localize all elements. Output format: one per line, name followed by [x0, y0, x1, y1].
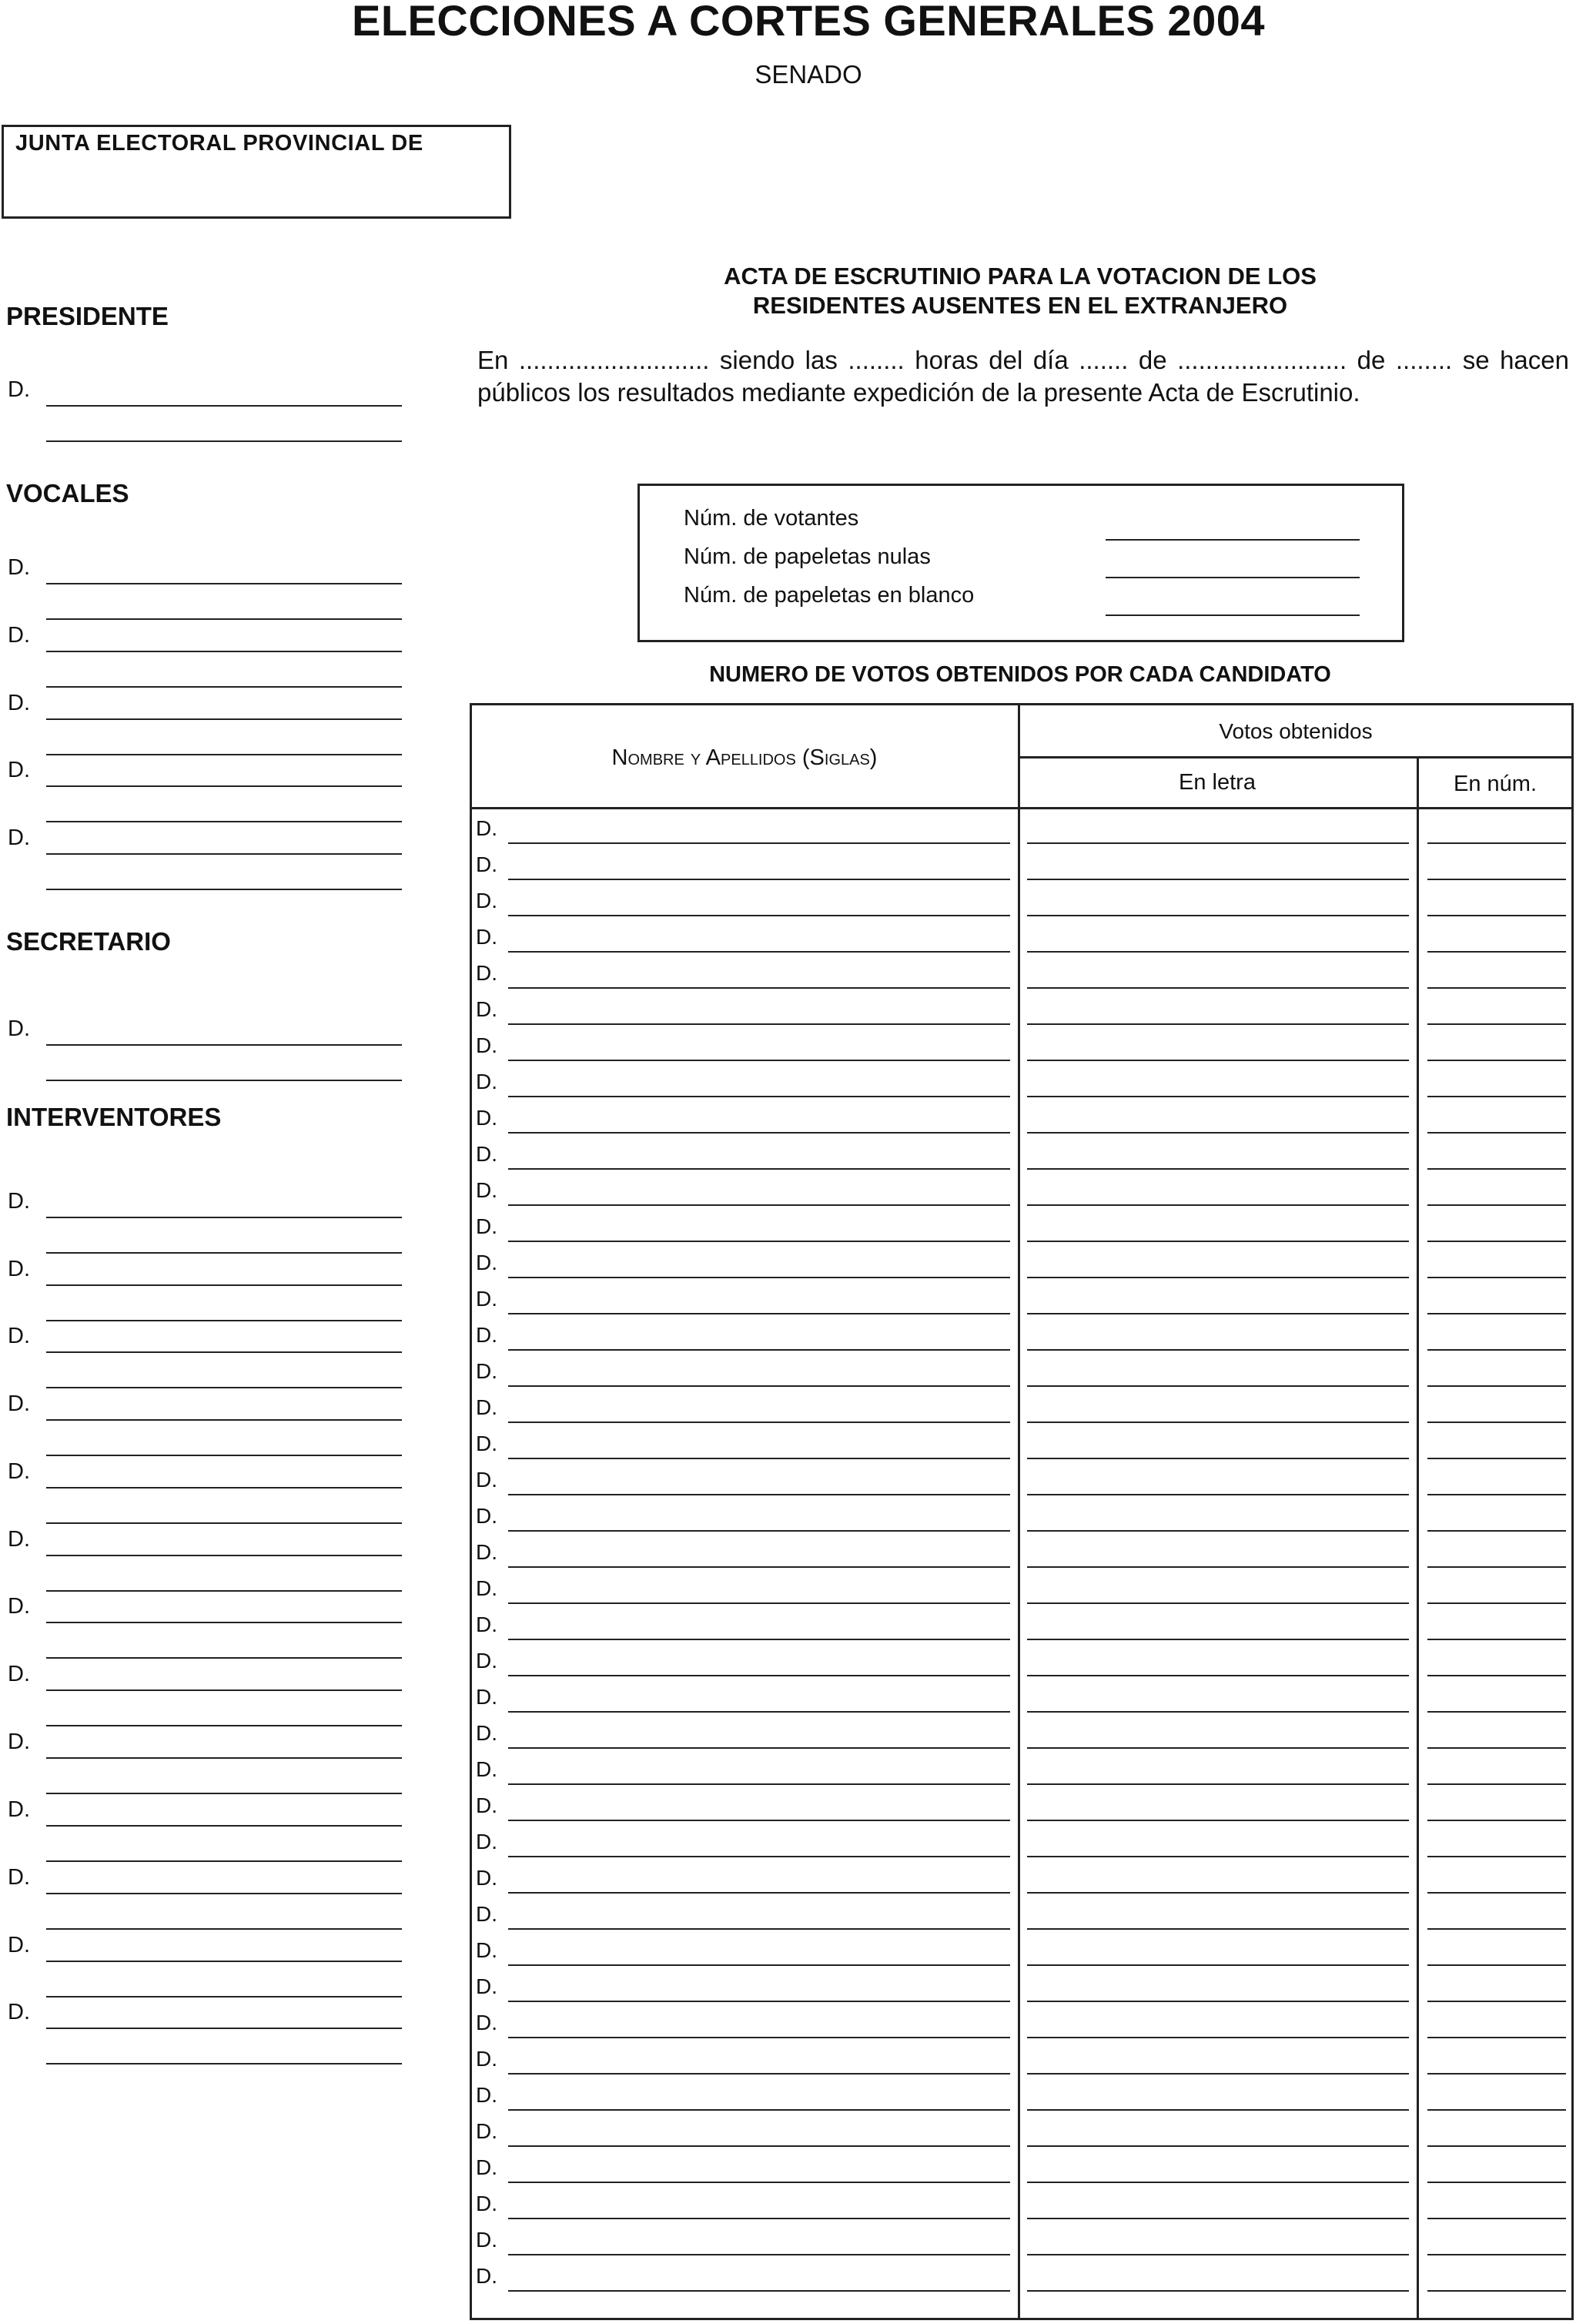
candidate-row-prefix: D.: [476, 1649, 497, 1673]
candidate-row-prefix: D.: [476, 1540, 497, 1564]
candidate-name-field[interactable]: [508, 1494, 1010, 1495]
signatory-prefix: D.: [8, 555, 30, 580]
votes-number-field[interactable]: [1427, 987, 1566, 989]
signatory-name-field[interactable]: [46, 1757, 402, 1759]
votes-number-field[interactable]: [1427, 1783, 1566, 1785]
candidate-row-prefix: D.: [476, 1938, 497, 1962]
votes-letter-field[interactable]: [1027, 2001, 1409, 2002]
votes-letter-field[interactable]: [1027, 1747, 1409, 1749]
candidate-row-prefix: D.: [476, 1757, 497, 1781]
candidate-name-field[interactable]: [508, 2037, 1010, 2038]
candidate-name-field[interactable]: [508, 2254, 1010, 2255]
candidates-table: [470, 703, 1574, 2320]
votes-letter-field[interactable]: [1027, 1892, 1409, 1894]
votes-letter-field[interactable]: [1027, 1349, 1409, 1351]
candidate-row-prefix: D.: [476, 2083, 497, 2107]
votes-number-field[interactable]: [1427, 1023, 1566, 1025]
candidate-row-prefix: D.: [476, 1866, 497, 1890]
candidate-name-field[interactable]: [508, 2145, 1010, 2147]
candidate-row-prefix: D.: [476, 2155, 497, 2179]
table-divider-votes: [1417, 756, 1419, 2320]
signatory-name-field[interactable]: [46, 583, 402, 584]
candidate-row-prefix: D.: [476, 1106, 497, 1130]
votes-letter-field[interactable]: [1027, 1964, 1409, 1966]
col-letter-header: En letra: [1179, 770, 1256, 795]
candidate-row-prefix: D.: [476, 816, 497, 840]
candidate-row-prefix: D.: [476, 1902, 497, 1926]
candidate-row-prefix: D.: [476, 1251, 497, 1274]
signatory-name-field-2[interactable]: [46, 2063, 402, 2064]
candidate-name-field[interactable]: [508, 1964, 1010, 1966]
signatory-name-field-2[interactable]: [46, 1996, 402, 1998]
votes-number-field[interactable]: [1427, 1060, 1566, 1061]
candidate-row-prefix: D.: [476, 1070, 497, 1093]
candidate-row-prefix: D.: [476, 997, 497, 1021]
candidate-name-field[interactable]: [508, 1820, 1010, 1821]
candidate-row-prefix: D.: [476, 2119, 497, 2143]
signatory-name-field-2[interactable]: [46, 1657, 402, 1659]
votes-letter-field[interactable]: [1027, 842, 1409, 844]
votes-number-field[interactable]: [1427, 2109, 1566, 2111]
signatory-name-field-2[interactable]: [46, 889, 402, 890]
signatory-name-field-2[interactable]: [46, 1725, 402, 1726]
votes-letter-field[interactable]: [1027, 2290, 1409, 2292]
candidate-name-field[interactable]: [508, 879, 1010, 880]
votes-number-field[interactable]: [1427, 2145, 1566, 2147]
votes-number-field[interactable]: [1427, 2073, 1566, 2075]
signatory-name-field-2[interactable]: [46, 1793, 402, 1794]
candidate-row-prefix: D.: [476, 2228, 497, 2252]
votes-letter-field[interactable]: [1027, 1856, 1409, 1857]
signatory-prefix: D.: [8, 691, 30, 715]
candidate-name-field[interactable]: [508, 2001, 1010, 2002]
candidate-name-field[interactable]: [508, 1277, 1010, 1278]
votes-letter-field[interactable]: [1027, 2037, 1409, 2038]
table-header-split: [1018, 756, 1574, 758]
votes-letter-field[interactable]: [1027, 1602, 1409, 1604]
col-name-header: Nombre y Apellidos (Siglas): [611, 745, 878, 770]
candidate-name-field[interactable]: [508, 1711, 1010, 1713]
candidate-name-field[interactable]: [508, 1928, 1010, 1930]
votes-letter-field[interactable]: [1027, 1313, 1409, 1314]
signatory-name-field[interactable]: [46, 1419, 402, 1421]
candidate-name-field[interactable]: [508, 2182, 1010, 2183]
signatory-name-field-2[interactable]: [46, 754, 402, 755]
candidate-name-field[interactable]: [508, 842, 1010, 844]
table-title: NUMERO DE VOTOS OBTENIDOS POR CADA CANDIDATO: [709, 662, 1331, 687]
candidate-row-prefix: D.: [476, 1612, 497, 1636]
signatory-name-field[interactable]: [46, 853, 402, 855]
candidate-name-field[interactable]: [508, 1530, 1010, 1532]
signatory-prefix: D.: [8, 1189, 30, 1214]
candidate-row-prefix: D.: [476, 2047, 497, 2071]
votes-number-field[interactable]: [1427, 1241, 1566, 1242]
signatory-name-field[interactable]: [46, 718, 402, 720]
candidate-name-field[interactable]: [508, 1349, 1010, 1351]
votes-number-field[interactable]: [1427, 1639, 1566, 1640]
candidate-name-field[interactable]: [508, 1602, 1010, 1604]
votes-number-field[interactable]: [1427, 951, 1566, 953]
votes-number-field[interactable]: [1427, 1349, 1566, 1351]
candidate-row-prefix: D.: [476, 1359, 497, 1383]
candidate-row-prefix: D.: [476, 1685, 497, 1709]
candidate-row-prefix: D.: [476, 1504, 497, 1528]
candidate-row-prefix: D.: [476, 961, 497, 985]
act-intro-text: En ........................... siendo las ........ horas del día ....... de ........................ de ........ se hacen públicos los resultados mediante expedición de la presente Acta de Escrutinio.: [477, 346, 1569, 407]
votes-letter-field[interactable]: [1027, 1928, 1409, 1930]
candidate-row-prefix: D.: [476, 1432, 497, 1455]
votes-number-field[interactable]: [1427, 1820, 1566, 1821]
candidate-name-field[interactable]: [508, 1747, 1010, 1749]
votes-number-field[interactable]: [1427, 915, 1566, 916]
candidate-row-prefix: D.: [476, 925, 497, 949]
candidate-row-prefix: D.: [476, 1142, 497, 1166]
blanco-label: Núm. de papeletas en blanco: [684, 583, 975, 608]
votes-letter-field[interactable]: [1027, 1385, 1409, 1387]
votantes-field[interactable]: [1106, 539, 1360, 541]
votes-letter-field[interactable]: [1027, 1458, 1409, 1459]
votes-letter-field[interactable]: [1027, 951, 1409, 953]
votes-letter-field[interactable]: [1027, 1096, 1409, 1097]
signatory-name-field-2[interactable]: [46, 1387, 402, 1388]
signatory-prefix: D.: [8, 377, 30, 402]
signatory-prefix: D.: [8, 1459, 30, 1484]
votes-letter-field[interactable]: [1027, 2073, 1409, 2075]
votes-number-field[interactable]: [1427, 1132, 1566, 1134]
interventores-heading: INTERVENTORES: [6, 1103, 222, 1131]
votes-letter-field[interactable]: [1027, 1168, 1409, 1170]
votes-letter-field[interactable]: [1027, 1494, 1409, 1495]
candidate-name-field[interactable]: [508, 2073, 1010, 2075]
votes-number-field[interactable]: [1427, 879, 1566, 880]
candidate-name-field[interactable]: [508, 915, 1010, 916]
signatory-name-field[interactable]: [46, 1284, 402, 1286]
candidate-row-prefix: D.: [476, 2011, 497, 2034]
signatory-name-field-2[interactable]: [46, 1455, 402, 1456]
signatory-name-field[interactable]: [46, 1351, 402, 1353]
votes-letter-field[interactable]: [1027, 915, 1409, 916]
votes-number-field[interactable]: [1427, 1747, 1566, 1749]
document-subtitle: SENADO: [755, 60, 862, 89]
candidate-name-field[interactable]: [508, 987, 1010, 989]
signatory-name-field[interactable]: [46, 1689, 402, 1691]
signatory-prefix: D.: [8, 1933, 30, 1957]
candidate-row-prefix: D.: [476, 1830, 497, 1854]
signatory-name-field[interactable]: [46, 1217, 402, 1218]
votes-letter-field[interactable]: [1027, 1820, 1409, 1821]
signatory-prefix: D.: [8, 1257, 30, 1281]
votes-letter-field[interactable]: [1027, 2109, 1409, 2111]
candidate-name-field[interactable]: [508, 2290, 1010, 2292]
candidate-name-field[interactable]: [508, 1241, 1010, 1242]
signatory-name-field[interactable]: [46, 1622, 402, 1623]
table-divider-name: [1018, 703, 1020, 2320]
candidate-row-prefix: D.: [476, 1974, 497, 1998]
signatory-name-field[interactable]: [46, 651, 402, 652]
votes-number-field[interactable]: [1427, 2037, 1566, 2038]
candidate-name-field[interactable]: [508, 1422, 1010, 1423]
votes-number-field[interactable]: [1427, 842, 1566, 844]
signatory-prefix: D.: [8, 1527, 30, 1552]
candidate-row-prefix: D.: [476, 1395, 497, 1419]
votes-letter-field[interactable]: [1027, 1639, 1409, 1640]
candidate-name-field[interactable]: [508, 2109, 1010, 2111]
signatory-name-field[interactable]: [46, 1961, 402, 1962]
candidate-name-field[interactable]: [508, 2218, 1010, 2219]
votes-letter-field[interactable]: [1027, 1675, 1409, 1676]
votes-number-field[interactable]: [1427, 1204, 1566, 1206]
signatory-name-field-2[interactable]: [46, 1080, 402, 1081]
votes-letter-field[interactable]: [1027, 1060, 1409, 1061]
votes-letter-field[interactable]: [1027, 1566, 1409, 1568]
signatory-name-field-2[interactable]: [46, 1320, 402, 1321]
signatory-prefix: D.: [8, 1391, 30, 1416]
votes-number-field[interactable]: [1427, 1964, 1566, 1966]
candidate-row-prefix: D.: [476, 1214, 497, 1238]
act-title: [477, 262, 1563, 320]
candidate-name-field[interactable]: [508, 1783, 1010, 1785]
signatory-name-field-2[interactable]: [46, 686, 402, 688]
signatory-prefix: D.: [8, 1662, 30, 1686]
votes-number-field[interactable]: [1427, 1277, 1566, 1278]
candidate-name-field[interactable]: [508, 1096, 1010, 1097]
votes-number-field[interactable]: [1427, 1385, 1566, 1387]
signatory-name-field[interactable]: [46, 1487, 402, 1488]
candidate-row-prefix: D.: [476, 1721, 497, 1745]
votes-number-field[interactable]: [1427, 1422, 1566, 1423]
votes-letter-field[interactable]: [1027, 879, 1409, 880]
signatory-name-field-2[interactable]: [46, 1590, 402, 1592]
signatory-name-field-2[interactable]: [46, 440, 402, 442]
candidate-name-field[interactable]: [508, 1566, 1010, 1568]
candidate-row-prefix: D.: [476, 852, 497, 876]
votes-number-field[interactable]: [1427, 1458, 1566, 1459]
votes-number-field[interactable]: [1427, 1675, 1566, 1676]
candidate-row-prefix: D.: [476, 2264, 497, 2288]
votes-number-field[interactable]: [1427, 1928, 1566, 1930]
candidate-name-field[interactable]: [508, 1168, 1010, 1170]
signatory-name-field-2[interactable]: [46, 821, 402, 822]
vocales-heading: VOCALES: [6, 479, 129, 507]
votes-letter-field[interactable]: [1027, 1422, 1409, 1423]
nulas-label: Núm. de papeletas nulas: [684, 544, 931, 569]
candidate-row-prefix: D.: [476, 1287, 497, 1311]
candidate-name-field[interactable]: [508, 1856, 1010, 1857]
signatory-prefix: D.: [8, 825, 30, 850]
signatory-name-field-2[interactable]: [46, 1522, 402, 1524]
votes-number-field[interactable]: [1427, 1313, 1566, 1314]
signatory-prefix: D.: [8, 1324, 30, 1348]
votes-letter-field[interactable]: [1027, 2254, 1409, 2255]
votes-letter-field[interactable]: [1027, 1241, 1409, 1242]
votes-letter-field[interactable]: [1027, 2182, 1409, 2183]
signatory-name-field[interactable]: [46, 785, 402, 787]
candidate-row-prefix: D.: [476, 2192, 497, 2215]
presidente-heading: PRESIDENTE: [6, 302, 169, 330]
signatory-prefix: D.: [8, 2000, 30, 2024]
votes-number-field[interactable]: [1427, 1168, 1566, 1170]
votes-letter-field[interactable]: [1027, 1783, 1409, 1785]
signatory-prefix: D.: [8, 1730, 30, 1754]
signatory-name-field-2[interactable]: [46, 618, 402, 620]
votes-letter-field[interactable]: [1027, 2145, 1409, 2147]
votes-letter-field[interactable]: [1027, 1711, 1409, 1713]
votes-letter-field[interactable]: [1027, 2218, 1409, 2219]
signatory-prefix: D.: [8, 758, 30, 782]
votes-number-field[interactable]: [1427, 1566, 1566, 1568]
signatory-name-field[interactable]: [46, 405, 402, 407]
signatory-name-field[interactable]: [46, 1893, 402, 1894]
candidate-name-field[interactable]: [508, 951, 1010, 953]
candidate-name-field[interactable]: [508, 1458, 1010, 1459]
signatory-prefix: D.: [8, 1865, 30, 1890]
candidate-name-field[interactable]: [508, 1675, 1010, 1676]
candidate-row-prefix: D.: [476, 1178, 497, 1202]
candidate-name-field[interactable]: [508, 1204, 1010, 1206]
candidate-row-prefix: D.: [476, 889, 497, 913]
signatory-name-field-2[interactable]: [46, 1928, 402, 1930]
votes-number-field[interactable]: [1427, 1530, 1566, 1532]
votes-letter-field[interactable]: [1027, 1204, 1409, 1206]
votantes-label: Núm. de votantes: [684, 506, 859, 531]
document-title: ELECCIONES A CORTES GENERALES 2004: [352, 0, 1265, 45]
votes-letter-field[interactable]: [1027, 1277, 1409, 1278]
votes-number-field[interactable]: [1427, 1494, 1566, 1495]
act-title-line2: RESIDENTES AUSENTES EN EL EXTRANJERO: [752, 292, 1288, 319]
blanco-field[interactable]: [1106, 614, 1360, 616]
votes-number-field[interactable]: [1427, 2001, 1566, 2002]
secretario-heading: SECRETARIO: [6, 927, 171, 956]
col-number-header: En núm.: [1454, 772, 1537, 796]
nulas-field[interactable]: [1106, 577, 1360, 578]
votes-number-field[interactable]: [1427, 1856, 1566, 1857]
signatory-name-field[interactable]: [46, 2028, 402, 2029]
votes-number-field[interactable]: [1427, 1096, 1566, 1097]
votes-number-field[interactable]: [1427, 2218, 1566, 2219]
signatory-prefix: D.: [8, 1797, 30, 1822]
candidate-row-prefix: D.: [476, 1033, 497, 1057]
candidate-name-field[interactable]: [508, 1060, 1010, 1061]
signatory-name-field-2[interactable]: [46, 1860, 402, 1862]
junta-label: JUNTA ELECTORAL PROVINCIAL DE: [15, 131, 423, 156]
candidate-name-field[interactable]: [508, 1023, 1010, 1025]
col-votes-header: Votos obtenidos: [1219, 719, 1373, 743]
votes-number-field[interactable]: [1427, 1602, 1566, 1604]
signatory-name-field[interactable]: [46, 1825, 402, 1827]
signatory-prefix: D.: [8, 1016, 30, 1041]
votes-number-field[interactable]: [1427, 2290, 1566, 2292]
act-title-line1: ACTA DE ESCRUTINIO PARA LA VOTACION DE LOS: [724, 263, 1317, 290]
candidate-name-field[interactable]: [508, 1385, 1010, 1387]
candidate-name-field[interactable]: [508, 1132, 1010, 1134]
signatory-name-field[interactable]: [46, 1044, 402, 1046]
candidate-name-field[interactable]: [508, 1313, 1010, 1314]
signatory-name-field-2[interactable]: [46, 1252, 402, 1254]
candidate-name-field[interactable]: [508, 1639, 1010, 1640]
signatory-name-field[interactable]: [46, 1555, 402, 1556]
votes-number-field[interactable]: [1427, 1711, 1566, 1713]
votes-letter-field[interactable]: [1027, 987, 1409, 989]
votes-letter-field[interactable]: [1027, 1530, 1409, 1532]
candidate-row-prefix: D.: [476, 1323, 497, 1347]
votes-letter-field[interactable]: [1027, 1132, 1409, 1134]
candidate-name-field[interactable]: [508, 1892, 1010, 1894]
votes-number-field[interactable]: [1427, 2182, 1566, 2183]
candidate-row-prefix: D.: [476, 1468, 497, 1492]
candidate-row-prefix: D.: [476, 1576, 497, 1600]
votes-number-field[interactable]: [1427, 1892, 1566, 1894]
signatory-prefix: D.: [8, 623, 30, 648]
votes-number-field[interactable]: [1427, 2254, 1566, 2255]
candidate-row-prefix: D.: [476, 1793, 497, 1817]
votes-letter-field[interactable]: [1027, 1023, 1409, 1025]
signatory-prefix: D.: [8, 1594, 30, 1619]
table-header-bottom: [470, 807, 1574, 809]
